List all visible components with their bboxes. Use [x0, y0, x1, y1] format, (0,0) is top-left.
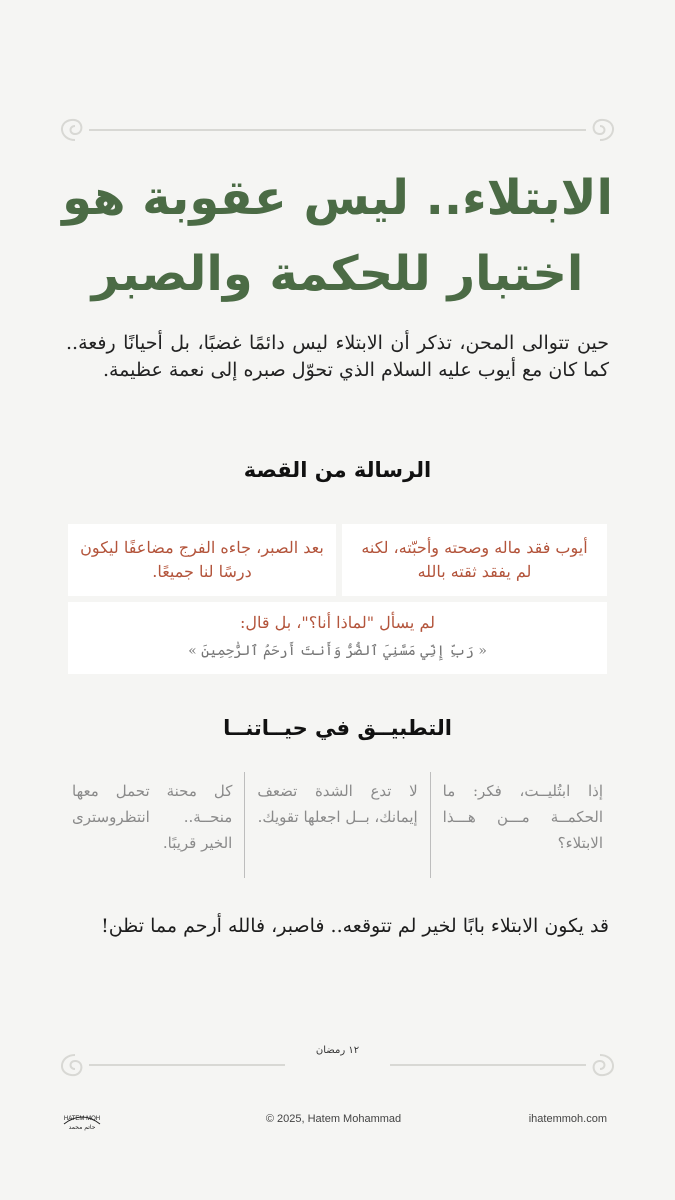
application-item: كل محنة تحمل معها منحــة.. انتظروسترى الخير قريبًا. — [60, 772, 245, 878]
svg-text:حاتم محمد: حاتم محمد — [68, 1124, 96, 1131]
title-line-1: الابتلاء.. ليس عقوبة هو — [62, 170, 613, 226]
application-columns — [60, 772, 615, 878]
page-title — [40, 160, 635, 312]
svg-text:HATEM MOH: HATEM MOH — [63, 1116, 101, 1122]
title-line-2: اختبار للحكمة والصبر — [91, 246, 584, 302]
story-heading: الرسالة من القصة — [243, 458, 432, 482]
copyright-text: © 2025, Hatem Mohammad — [265, 1113, 402, 1125]
website-link[interactable]: ihatemmoh.com — [528, 1113, 607, 1125]
footer — [60, 1108, 607, 1132]
date-label: ١٢ رمضان — [315, 1045, 360, 1056]
closing-statement: قد يكون الابتلاء بابًا لخير لم تتوقعه.. فاصبر، فالله أرحم مما تظن! — [101, 915, 609, 937]
story-card-quote — [68, 602, 607, 674]
application-item: إذا ابتُليــت، فكر: ما الحكمــة مـــن هـــذا الابتلاء؟ — [442, 782, 603, 852]
ornament-frame-top — [55, 110, 620, 150]
story-card-left: بعد الصبر، جاءه الفرج مضاعفًا ليكون درسًا لنا جميعًا. — [68, 524, 336, 596]
quote-question: لم يسأل "لماذا أنا؟"، بل قال: — [239, 613, 435, 632]
story-card-right: أيوب فقد ماله وصحته وأحبّته، لكنه لم يفقد ثقته بالله — [342, 524, 607, 596]
application-item: لا تدع الشدة تضعف إيمانك، بــل اجعلها تقويك. — [245, 772, 430, 878]
quote-verse: « رَبِّ إِنِّي مَسَّنِيَ ٱلضُّرُّ وَأَنتَ أَرحَمُ ٱلرَّٰحِمِينَ » — [188, 643, 487, 659]
application-heading: التطبيــق في حيــاتنــا — [223, 716, 452, 740]
intro-paragraph: حين تتوالى المحن، تذكر أن الابتلاء ليس دائمًا غضبًا، بل أحيانًا رفعة.. كما كان مع أيوب عليه السلام الذي تحوّل صبره إلى نعمة عظيمة. — [66, 332, 609, 381]
